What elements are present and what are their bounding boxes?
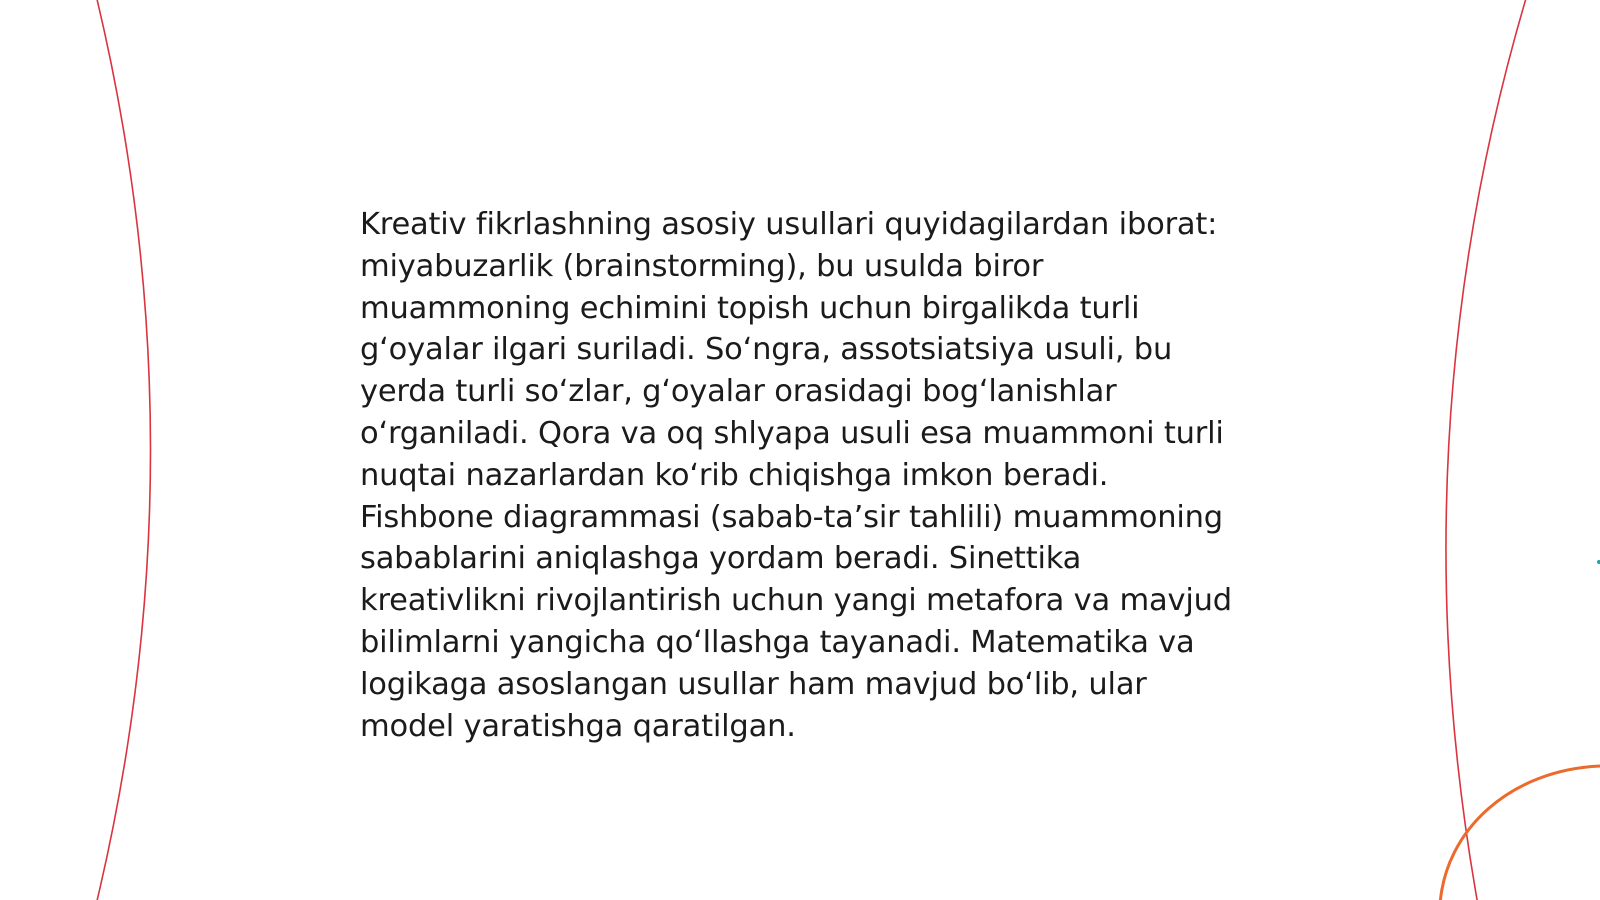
left-red-arc: [96, 0, 151, 900]
orange-circle-arc: [1440, 766, 1600, 900]
body-paragraph: Kreativ fikrlashning asosiy usullari quyidagilardan iborat: miyabuzarlik (brainstorming), bu usulda biror muammoning echimini topish uchun birgalikda turli g‘oyalar ilgari suriladi. So‘ngra, assotsiatsiya usuli, bu yerda turli so‘zlar, g‘oyalar orasidagi bog‘lanishlar o‘rganiladi. Qora va oq shlyapa usuli esa muammoni turli nuqtai nazarlardan ko‘rib chiqishga imkon beradi. Fishbone diagrammasi (sabab-ta’sir tahlili) muammoning sabablarini aniqlashga yordam beradi. Sinettika kreativlikni rivojlantirish uchun yangi metafora va mavjud bilimlarni yangicha qo‘llashga tayanadi. Matematika va logikaga asoslangan usullar ham mavjud bo‘lib, ular model yaratishga qaratilgan.: [360, 207, 1232, 744]
right-red-arc: [1446, 0, 1527, 900]
